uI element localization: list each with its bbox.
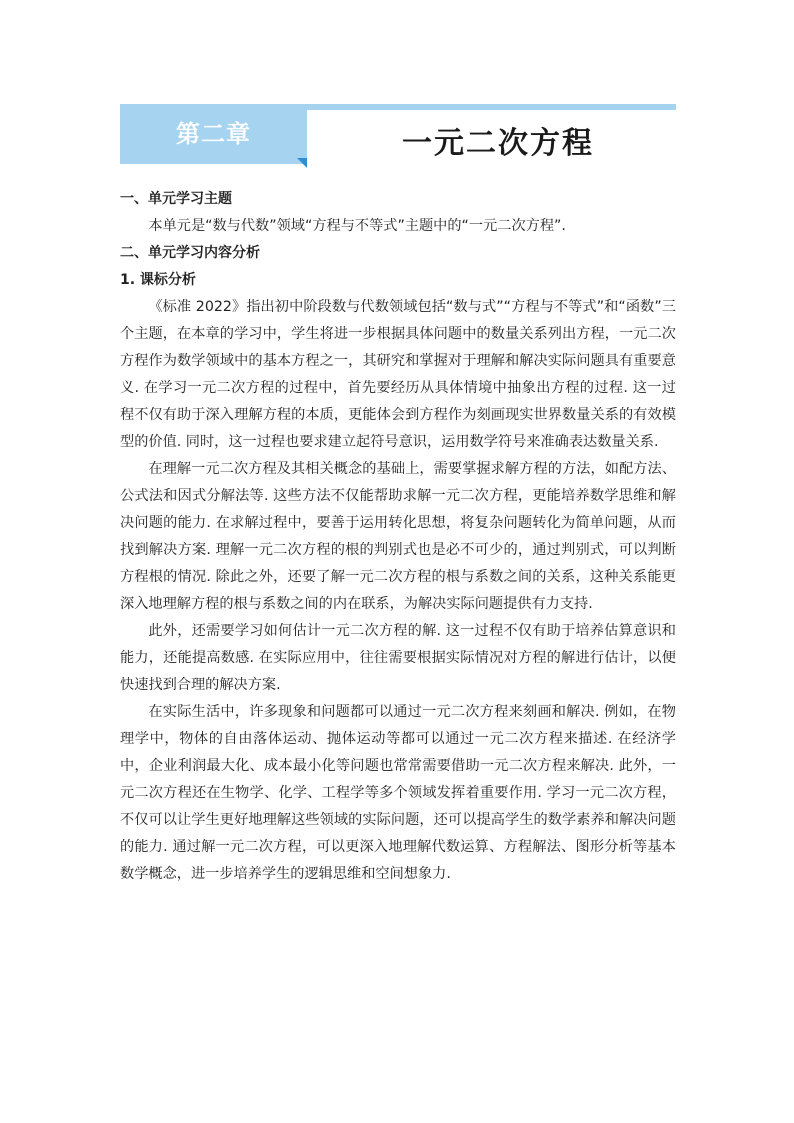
chapter-label: 第二章: [176, 120, 251, 148]
section-heading-learning-theme: 一、单元学习主题: [120, 191, 232, 207]
chapter-top-rule: [307, 104, 676, 110]
chapter-title: 一元二次方程: [402, 126, 594, 161]
chapter-corner-accent: [297, 158, 307, 168]
chapter-header: [120, 104, 676, 170]
section-heading-content-analysis: 二、单元学习内容分析: [120, 245, 260, 261]
paragraph-learning-theme: 本单元是“数与代数”领域“方程与不等式”主题中的“一元二次方程”.: [148, 218, 566, 234]
document-body: [120, 186, 676, 888]
paragraph: 在实际生活中，许多现象和问题都可以通过一元二次方程来刻画和解决. 例如，在物理学中，物体的自由落体运动、抛体运动等都可以通过一元二次方程来描述. 在经济学中，企业利润最大化、成本最小化等问题也常常需要借助一元二次方程来解决. 此外，一元二次方程还在生物学、化学、工程学等多个领域发挥着重要作用. 学习一元二次方程，不仅可以让学生更好地理解这些领域的实际问题，还可以提高学生的数学素养和解决问题的能力. 通过解一元二次方程，可以更深入地理解代数运算、方程解法、图形分析等基本数学概念，进一步培养学生的逻辑思维和空间想象力.: [120, 704, 676, 882]
paragraph: 在理解一元二次方程及其相关概念的基础上，需要掌握求解方程的方法，如配方法、公式法和因式分解法等. 这些方法不仅能帮助求解一元二次方程，更能培养数学思维和解决问题的能力. 在求解过程中，要善于运用转化思想，将复杂问题转化为简单问题，从而找到解决方案. 理解一元二次方程的根的判别式也是必不可少的，通过判别式，可以判断方程根的情况. 除此之外，还要了解一元二次方程的根与系数之间的关系，这种关系能更深入地理解方程的根与系数之间的内在联系，为解决实际问题提供有力支持.: [120, 461, 676, 612]
subsection-heading-curriculum: 1. 课标分析: [120, 272, 196, 288]
paragraph: 《标准 2022》指出初中阶段数与代数领域包括“数与式”“方程与不等式”和“函数”三个主题，在本章的学习中，学生将进一步根据具体问题中的数量关系列出方程，一元二次方程作为数学领域中的基本方程之一，其研究和掌握对于理解和解决实际问题具有重要意义. 在学习一元二次方程的过程中，首先要经历从具体情境中抽象出方程的过程. 这一过程不仅有助于深入理解方程的本质，更能体会到方程作为刻画现实世界数量关系的有效模型的价值. 同时，这一过程也要求建立起符号意识，运用数学符号来准确表达数量关系.: [120, 299, 676, 450]
paragraph: 此外，还需要学习如何估计一元二次方程的解. 这一过程不仅有助于培养估算意识和能力，还能提高数感. 在实际应用中，往往需要根据实际情况对方程的解进行估计，以便快速找到合理的解决方案.: [120, 623, 676, 693]
